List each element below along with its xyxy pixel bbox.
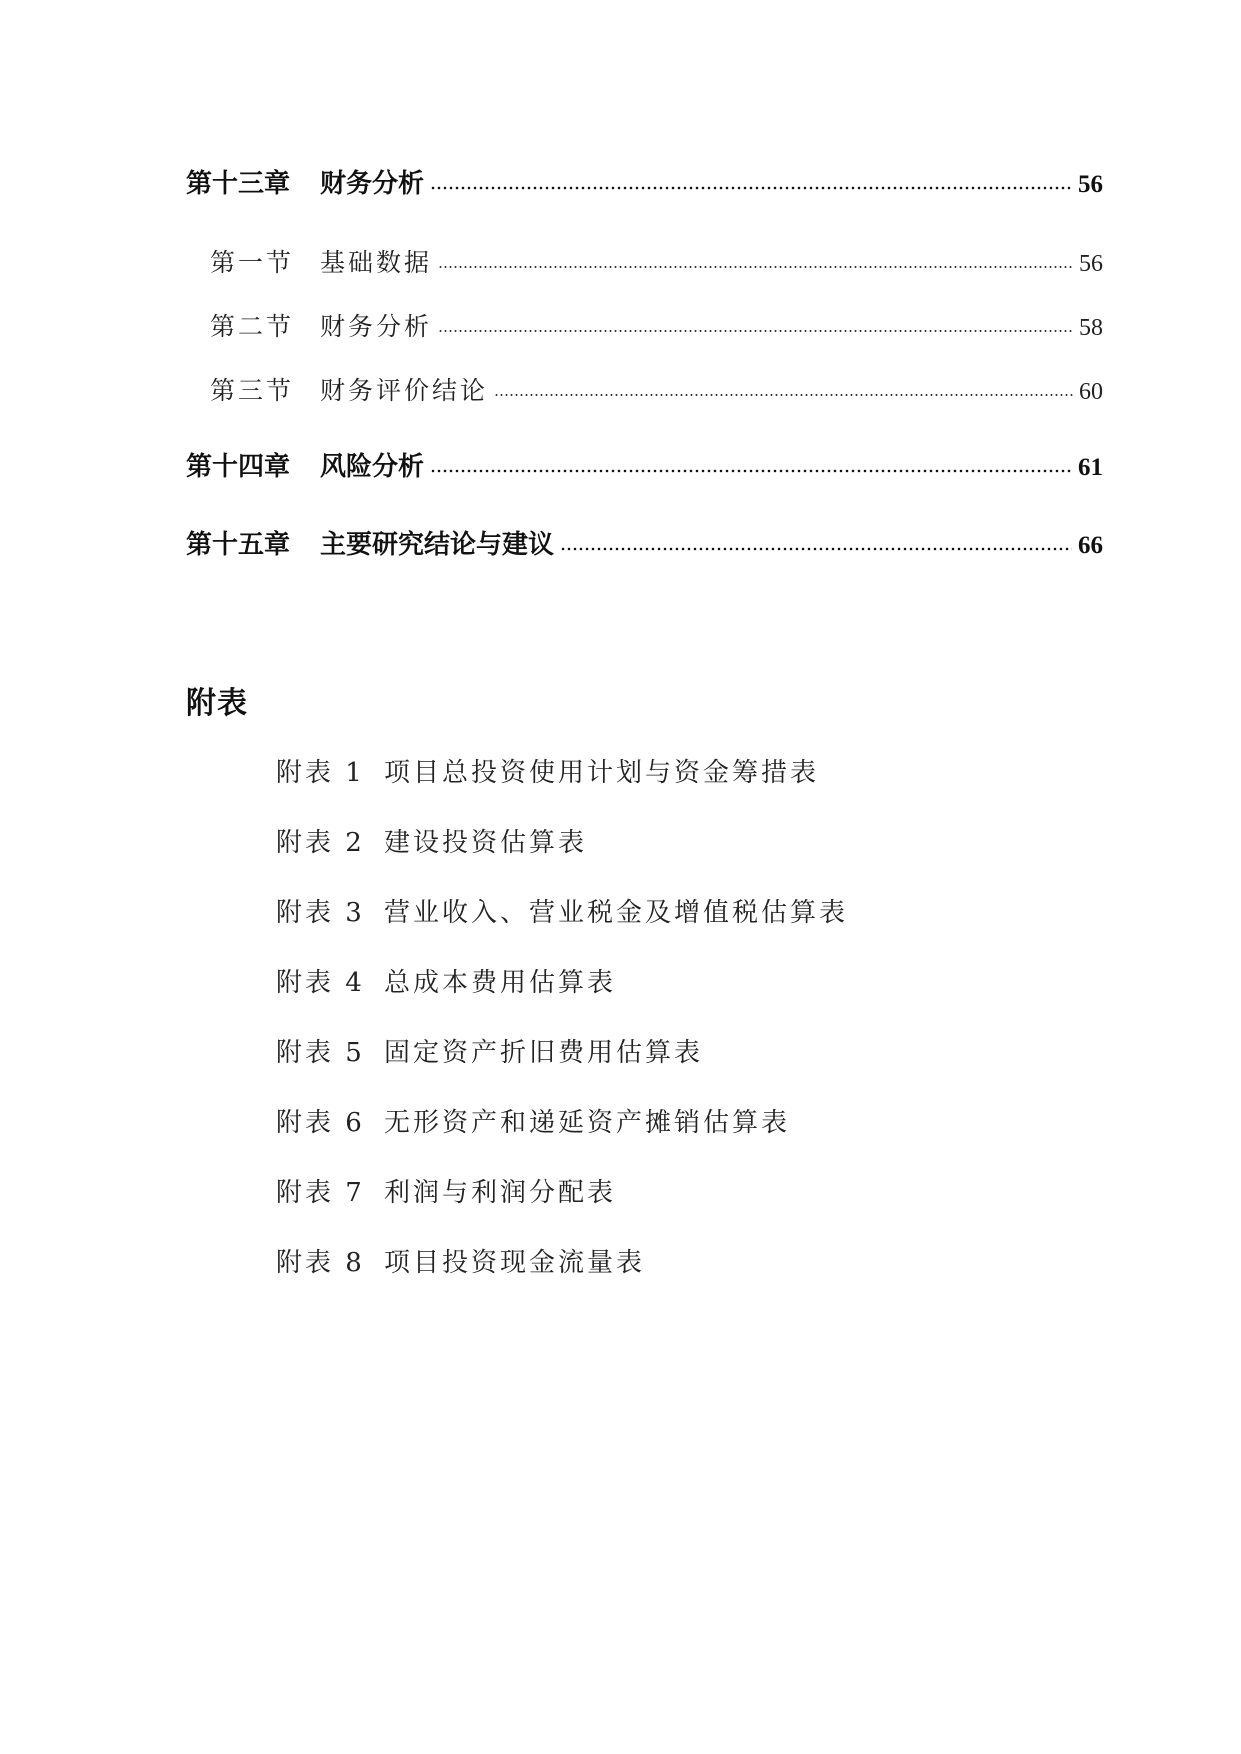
appendix-item-7[interactable] <box>276 1172 616 1209</box>
appendix-item-label: 附表 2 <box>276 828 365 858</box>
toc-dot-leader <box>430 468 1072 474</box>
toc-page-number: 56 <box>1078 171 1103 198</box>
toc-chapter-13[interactable] <box>186 163 1103 200</box>
toc-chapter-15[interactable] <box>186 524 1103 561</box>
appendix-item-label: 附表 4 <box>276 968 365 998</box>
toc-page-number: 66 <box>1078 532 1103 559</box>
appendix-item-title: 建设投资估算表 <box>384 828 588 858</box>
appendix-item-title: 固定资产折旧费用估算表 <box>384 1038 704 1068</box>
toc-entry-number: 第一节 <box>210 248 295 277</box>
appendix-item-title: 利润与利润分配表 <box>384 1178 617 1208</box>
appendix-item-2[interactable] <box>276 822 587 859</box>
appendix-item-title: 无形资产和递延资产摊销估算表 <box>384 1108 791 1138</box>
toc-page-number: 61 <box>1078 454 1103 481</box>
toc-entry-number: 第十三章 <box>186 169 291 199</box>
toc-entry-number: 第二节 <box>210 312 295 341</box>
appendix-item-title: 项目总投资使用计划与资金筹措表 <box>384 758 820 788</box>
toc-entry-title: 财务评价结论 <box>320 376 489 405</box>
toc-page-number: 58 <box>1079 315 1103 341</box>
toc-entry-number: 第三节 <box>210 376 295 405</box>
appendix-heading: 附表 <box>186 686 248 721</box>
toc-section-2[interactable] <box>210 307 1103 343</box>
appendix-item-title: 营业收入、营业税金及增值税估算表 <box>384 898 849 928</box>
toc-section-3[interactable] <box>210 371 1103 407</box>
appendix-item-label: 附表 1 <box>276 758 365 788</box>
appendix-item-label: 附表 3 <box>276 898 365 928</box>
toc-page-number: 60 <box>1079 379 1103 405</box>
toc-dot-leader <box>560 546 1072 552</box>
appendix-item-label: 附表 6 <box>276 1108 365 1138</box>
toc-dot-leader <box>430 185 1072 191</box>
toc-page-number: 56 <box>1079 251 1103 277</box>
appendix-item-title: 总成本费用估算表 <box>384 968 617 998</box>
toc-entry-number: 第十四章 <box>186 452 291 482</box>
appendix-item-title: 项目投资现金流量表 <box>384 1248 646 1278</box>
toc-dot-leader <box>438 328 1073 334</box>
toc-entry-title: 财务分析 <box>320 312 433 341</box>
toc-entry-number: 第十五章 <box>186 530 291 560</box>
appendix-item-label: 附表 7 <box>276 1178 365 1208</box>
toc-entry-title: 财务分析 <box>320 169 425 199</box>
toc-entry-title: 风险分析 <box>320 452 425 482</box>
appendix-item-label: 附表 5 <box>276 1038 365 1068</box>
toc-entry-title: 基础数据 <box>320 248 433 277</box>
appendix-item-8[interactable] <box>276 1242 645 1279</box>
toc-dot-leader <box>494 392 1073 398</box>
toc-section-1[interactable] <box>210 243 1103 279</box>
appendix-item-label: 附表 8 <box>276 1248 365 1278</box>
toc-entry-title: 主要研究结论与建议 <box>320 530 555 560</box>
appendix-item-6[interactable] <box>276 1102 790 1139</box>
toc-chapter-14[interactable] <box>186 446 1103 483</box>
appendix-item-1[interactable] <box>276 752 819 789</box>
appendix-item-3[interactable] <box>276 892 848 929</box>
appendix-item-4[interactable] <box>276 962 616 999</box>
appendix-item-5[interactable] <box>276 1032 703 1069</box>
toc-dot-leader <box>438 264 1073 270</box>
